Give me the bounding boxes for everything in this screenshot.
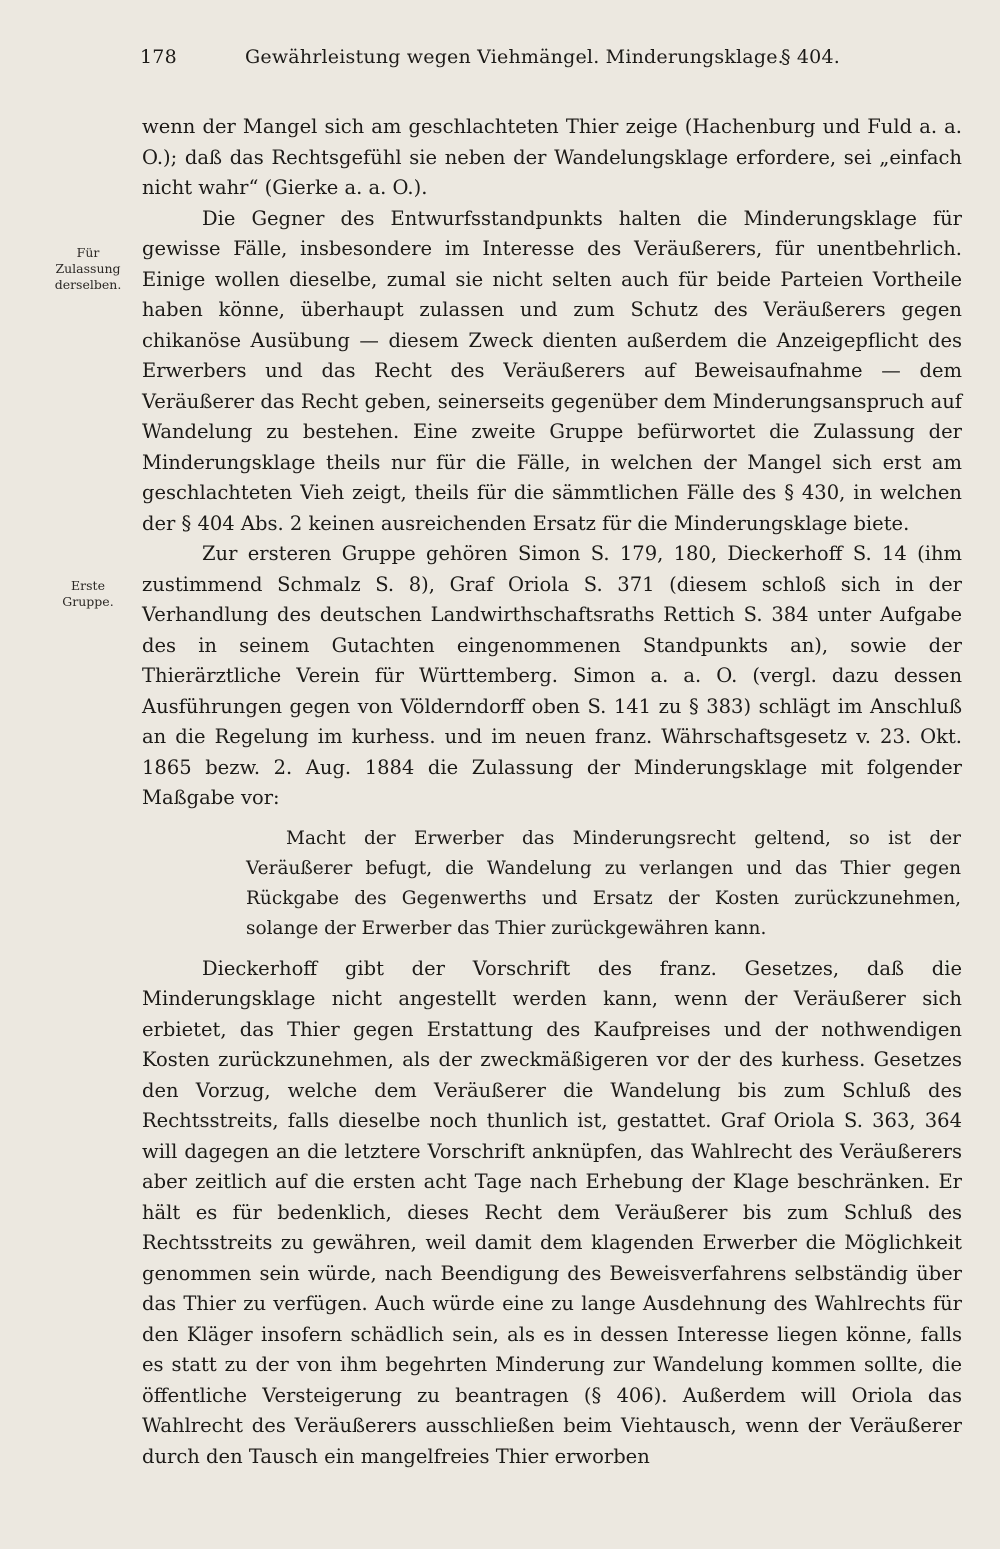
- paragraph-4: Dieckerhoff gibt der Vorschrift des franz. Gesetzes, daß die Minderungsklage nicht angestellt werden kann, wenn der Veräußerer sich erbietet, das Thier gegen Erstattung des Kaufpreises und der nothwendigen Kosten zurückzunehmen, als der zweckmäßigeren vor der des kurhess. Gesetzes den Vorzug, welche dem Veräußerer die Wandelung bis zum Schluß des Rechtsstreits, falls dieselbe noch thunlich ist, gestattet. Graf Oriola S. 363, 364 will dagegen an die letztere Vorschrift anknüpfen, das Wahlrecht des Veräußerers aber zeitlich auf die ersten acht Tage nach Erhebung der Klage beschränken. Er hält es für bedenklich, dieses Recht dem Veräußerer bis zum Schluß des Rechtsstreits zu gewähren, weil damit dem klagenden Erwerber die Möglichkeit genommen sein würde, nach Beendigung des Beweisverfahrens selbständig über das Thier zu verfügen. Auch würde eine zu lange Ausdehnung des Wahlrechts für den Kläger insofern schädlich sein, als es in dessen Interesse liegen könne, falls es statt zu der von ihm begehrten Minderung zur Wandelung kommen sollte, die öffentliche Versteigerung zu beantragen (§ 406). Außerdem will Oriola das Wahlrecht des Veräußerers ausschließen beim Viehtausch, wenn der Veräußerer durch den Tausch ein mangelfreies Thier erworben: [142, 956, 962, 1468]
- margin-note-erste-gruppe: Erste Gruppe.: [62, 578, 114, 609]
- paragraph-1: wenn der Mangel sich am geschlachteten Thier zeige (Hachenburg und Fuld a. a. O.); daß das Rechtsgefühl sie neben der Wandelungsklage erfordere, sei „einfach nicht wahr“ (Gierke a. a. O.).: [142, 115, 962, 199]
- body-text: [142, 112, 962, 1472]
- section-number: § 404.: [780, 46, 840, 68]
- paragraph-2: Die Gegner des Entwurfsstandpunkts halten die Minderungsklage für gewisse Fälle, insbesondere im Interesse des Veräußerers, für unentbehrlich. Einige wollen dieselbe, zumal sie nicht selten auch für beide Parteien Vortheile haben könne, überhaupt zulassen und zum Schutz des Veräußerers gegen chikanöse Ausübung — diesem Zweck dienten außerdem die Anzeigepflicht des Erwerbers und das Recht des Veräußerers auf Beweisaufnahme — dem Veräußerer das Recht geben, seinerseits gegenüber dem Minderungsanspruch auf Wandelung zu bestehen. Eine zweite Gruppe befürwortet die Zulassung der Minderungsklage theils nur für die Fälle, in welchen der Mangel sich erst am geschlachteten Vieh zeigt, theils für die sämmtlichen Fälle des § 430, in welchen der § 404 Abs. 2 keinen ausreichenden Ersatz für die Minderungsklage biete.: [142, 206, 962, 535]
- block-quote: Macht der Erwerber das Minderungsrecht geltend, so ist der Veräußerer befugt, die Wandelung zu verlangen und das Thier gegen Rückgabe des Gegenwerths und Ersatz der Kosten zurückzunehmen, solange der Erwerber das Thier zurückgewähren kann.: [246, 827, 961, 939]
- paragraph-3: Zur ersteren Gruppe gehören Simon S. 179, 180, Dieckerhoff S. 14 (ihm zustimmend Schmalz S. 8), Graf Oriola S. 371 (diesem schloß sich in der Verhandlung des deutschen Landwirthschaftsraths Rettich S. 384 unter Aufgabe des in seinem Gutachten eingenommenen Standpunkts an), sowie der Thierärztliche Verein für Württemberg. Simon a. a. O. (vergl. dazu dessen Ausführungen gegen von Völderndorff oben S. 141 zu § 383) schlägt im Anschluß an die Regelung im kurhess. und im neuen franz. Währschaftsgesetz v. 23. Okt. 1865 bezw. 2. Aug. 1884 die Zulassung der Minderungsklage mit folgender Maßgabe vor:: [142, 542, 962, 809]
- margin-note-zulassung: Für Zulassung derselben.: [54, 245, 122, 292]
- running-header: [140, 46, 840, 82]
- page-number: 178: [140, 46, 177, 68]
- running-title: Gewährleistung wegen Viehmängel. Minderungsklage.: [245, 46, 784, 68]
